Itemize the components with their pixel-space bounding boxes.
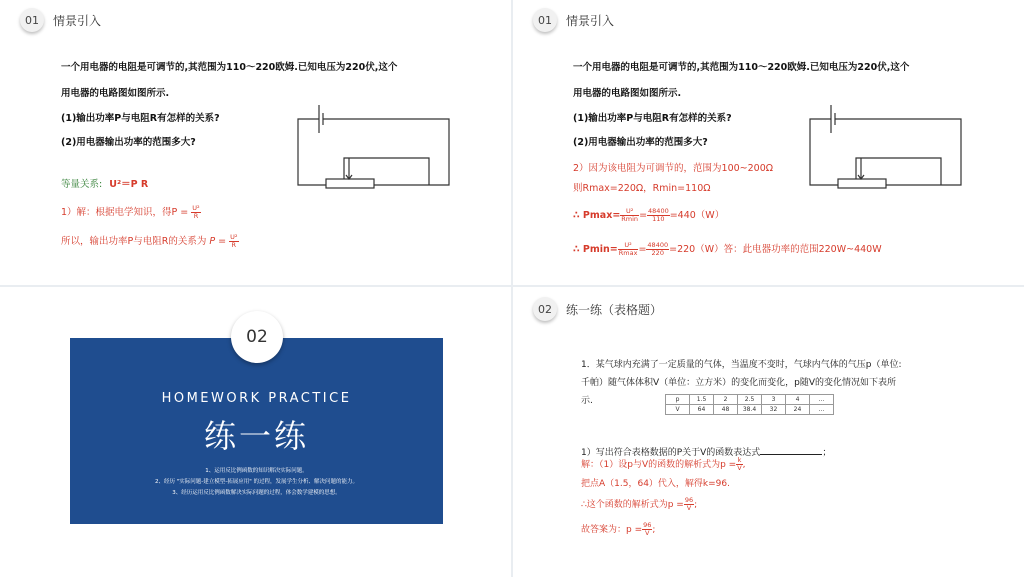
table-cell: V <box>666 405 690 415</box>
solution-2-text: 所以，输出功率P与电阻R的关系为 <box>61 236 207 247</box>
fraction-numerator: 96 <box>684 496 694 504</box>
question-1-end: ； <box>822 448 832 458</box>
pmax-label: ∴ Pmax= <box>573 210 621 221</box>
table-row <box>666 395 834 405</box>
fraction-denominator: Rmax <box>618 249 638 257</box>
pmax-result: =440（W） <box>669 210 725 221</box>
problem-line-3: 示. <box>581 396 593 406</box>
table-row <box>666 405 834 415</box>
table-cell: 1.5 <box>690 395 714 405</box>
fraction-48400-over-220 <box>646 242 669 257</box>
fraction-denominator: R <box>193 212 199 220</box>
table-cell: … <box>810 395 834 405</box>
table-cell: 4 <box>786 395 810 405</box>
problem-line-1: 一个用电器的电阻是可调节的,其范围为110～220欧姆.已知电压为220伏,这个 <box>573 62 910 73</box>
question-1-text: 1）写出符合表格数据的P关于V的函数表达式 <box>581 448 761 458</box>
equal-formula: U²＝P R <box>109 179 149 190</box>
equal-relation <box>61 176 148 190</box>
section-title: 情景引入 <box>566 14 615 28</box>
fraction-numerator: U² <box>620 208 639 216</box>
section-number-badge: 02 <box>231 311 283 363</box>
fraction-96-over-v <box>684 497 694 512</box>
solution-line-4 <box>581 522 655 537</box>
pmax-line <box>573 207 724 223</box>
table-cell: 2 <box>714 395 738 405</box>
fraction-numerator: 48400 <box>647 241 669 249</box>
table-cell: … <box>810 405 834 415</box>
section-number-badge: 02 <box>533 297 557 321</box>
goal-3: 3、经历运用反比例函数解决实际问题的过程，体会数学建模的思想。 <box>172 490 341 496</box>
fraction-denominator: Rmin <box>621 215 639 223</box>
table-cell: 3 <box>762 395 786 405</box>
answer-blank <box>760 454 822 455</box>
solution-3-end: ; <box>694 500 698 510</box>
fraction-u2-over-r <box>191 205 200 220</box>
pmin-label: ∴ Pmin= <box>573 244 618 255</box>
section-number-badge: 01 <box>533 8 557 32</box>
table-cell: 24 <box>786 405 810 415</box>
table-cell: 48 <box>714 405 738 415</box>
solution-line-3 <box>581 497 697 512</box>
fraction-denominator: V <box>645 529 650 537</box>
solution-line-1 <box>581 457 746 472</box>
fraction-numerator: U² <box>192 204 200 212</box>
table-cell: 38.4 <box>738 405 762 415</box>
goal-2: 2、经历 "实际问题-建立模型-拓展应用" 的过程，发展学生分析、解决问题的能力。 <box>154 479 359 485</box>
fraction-numerator: U² <box>618 242 639 250</box>
solution-1-end: , <box>742 460 746 470</box>
fraction-numerator: k <box>737 456 742 464</box>
circuit-diagram <box>806 103 966 193</box>
solution-1-text: 1）解：根据电学知识，得P = <box>61 207 189 218</box>
answer-line-2: 则Rmax=220Ω，Rmin=110Ω <box>573 183 711 194</box>
fraction-48400-over-110 <box>647 208 670 223</box>
slide-scenario-1 <box>0 0 511 285</box>
problem-line-2: 千帕）随气体体积V（单位：立方米）的变化而变化，p随V的变化情况如下表所 <box>581 378 897 388</box>
equals-sign: = <box>638 244 647 255</box>
fraction-u2-over-rmin <box>620 208 639 223</box>
fraction-numerator: 48400 <box>648 207 669 215</box>
fraction-denominator: R <box>231 241 237 249</box>
problem-line-1: 一个用电器的电阻是可调节的,其范围为110～220欧姆.已知电压为220伏,这个 <box>61 62 398 73</box>
fraction-denominator: 110 <box>652 215 665 223</box>
solution-line-1 <box>61 204 201 220</box>
table-cell: 2.5 <box>738 395 762 405</box>
question-2: (2)用电器输出功率的范围多大? <box>573 137 708 148</box>
pmin-result: =220（W）答：此电器功率的范围220W~440W <box>669 244 882 255</box>
pmin-line <box>573 241 882 257</box>
goal-1: 1、运用反比例函数的知识解决实际问题。 <box>205 468 308 474</box>
table-cell: 64 <box>690 405 714 415</box>
solution-3-text: ∴这个函数的解析式为p = <box>581 500 684 510</box>
problem-line-2: 用电器的电路图如图所示. <box>61 88 170 99</box>
cover-subtitle: HOMEWORK PRACTICE <box>161 391 352 406</box>
section-title: 练一练（表格题） <box>566 303 663 317</box>
section-number-badge: 01 <box>20 8 44 32</box>
slide-scenario-2 <box>513 0 1024 285</box>
question-1: (1)输出功率P与电阻R有怎样的关系? <box>573 113 732 124</box>
fraction-u2-over-rmax <box>618 242 639 257</box>
table-cell: 32 <box>762 405 786 415</box>
slide-homework-cover <box>0 287 511 577</box>
fraction-numerator: 96 <box>643 521 652 529</box>
fraction-denominator: V <box>737 464 742 472</box>
fraction-denominator: V <box>686 504 692 512</box>
table-cell: p <box>666 395 690 405</box>
solution-4-end: ; <box>652 525 656 535</box>
fraction-denominator: 220 <box>651 249 664 257</box>
equal-label: 等量关系: <box>61 179 103 190</box>
question-1: (1)输出功率P与电阻R有怎样的关系? <box>61 113 220 124</box>
solution-4-text: 故答案为：p = <box>581 525 643 535</box>
fraction-u2-over-r <box>229 234 238 249</box>
fraction-96-over-v <box>642 522 652 537</box>
slide-practice-table <box>513 287 1024 577</box>
circuit-diagram <box>294 103 454 193</box>
cover-title: 练一练 <box>203 417 309 455</box>
equals-sign: = <box>639 210 648 221</box>
solution-1-text: 解：（1）设p与V的函数的解析式为p = <box>581 460 737 470</box>
pressure-volume-table <box>665 394 834 415</box>
question-2: (2)用电器输出功率的范围多大? <box>61 137 196 148</box>
problem-line-2: 用电器的电路图如图所示. <box>573 88 682 99</box>
fraction-numerator: U² <box>230 233 238 241</box>
solution-line-2 <box>61 233 239 249</box>
solution-2-var: P = <box>209 236 227 247</box>
problem-line-1: 1．某气球内充满了一定质量的气体，当温度不变时，气球内气体的气压p（单位: <box>581 360 902 370</box>
solution-line-2: 把点A（1.5，64）代入，解得k=96. <box>581 479 730 489</box>
section-title: 情景引入 <box>53 14 102 28</box>
answer-line-1: 2）因为该电阻为可调节的，范围为100~200Ω <box>573 163 774 174</box>
